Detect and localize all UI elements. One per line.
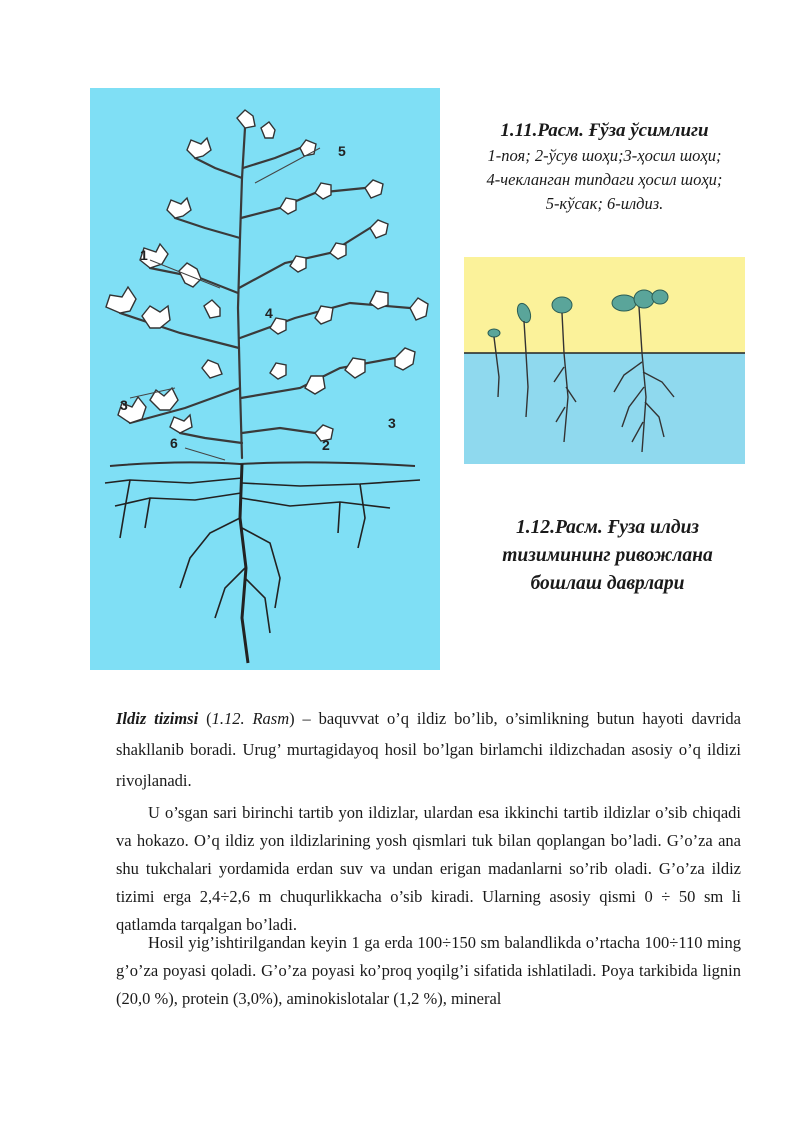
seedling-stages-figure — [464, 257, 745, 464]
label-4: 4 — [265, 305, 273, 321]
seedling-leaf — [634, 290, 654, 308]
seedling-leaf — [652, 290, 668, 304]
caption-line: 1.12.Расм. Ғуза илдиз — [515, 517, 700, 538]
seedling-leaf — [612, 295, 636, 311]
caption-line: тизимининг ривожлана — [502, 545, 713, 566]
paragraph-1 — [116, 703, 741, 796]
seedling-stages-illustration — [464, 257, 745, 464]
label-6: 6 — [170, 435, 178, 451]
paren: ( — [198, 709, 212, 728]
caption-line: бошлаш даврлари — [530, 573, 685, 594]
branch — [242, 428, 315, 433]
caption-line: 5-кўсак; 6-илдиз. — [545, 194, 664, 213]
figure-1-12-caption — [470, 514, 745, 598]
seedling-leaf — [552, 297, 572, 313]
label-5: 5 — [338, 143, 346, 159]
cotton-plant-figure — [90, 88, 440, 670]
branch — [130, 388, 240, 423]
branch — [241, 188, 365, 218]
term: Ildiz tizimsi — [116, 709, 199, 728]
paragraph-2: U o’sgan sari birinchi tartib yon ildizlar, ulardan esa ikkinchi tartib ildizlar o’sib chiqadi va hokazo. O’q ildiz yon ildizlarining yosh qismlari tuk bilan qoplangan bo’ladi. G’o’za ana shu tukchalari yordamida erdan suv va undan erigan madanlarni so’rib oladi. G’o’za ildiz tizimi erga 2,4÷2,6 m chuqurlikkacha o’sib kiradi. Ularning asosiy qismi 0 ÷ 50 sm li qatlamda tarqalgan bo’ladi. — [116, 803, 741, 934]
label-2: 2 — [322, 437, 330, 453]
caption-title: 1.11.Расм. Ғўза ўсимлиги — [500, 120, 709, 141]
figure-1-11-caption — [452, 118, 757, 216]
branch — [195, 158, 242, 178]
sky-area — [464, 257, 745, 353]
caption-line: 1-поя; 2-ўсув шоҳи;3-ҳосил шоҳи; — [487, 146, 722, 165]
branch — [180, 433, 242, 443]
branch — [120, 313, 239, 348]
branch — [243, 148, 300, 168]
branch — [175, 218, 240, 238]
label-3-right: 3 — [388, 415, 396, 431]
label-1: 1 — [140, 247, 148, 263]
paragraph-3: Hosil yig’ishtirilgandan keyin 1 ga erda 100÷150 sm balandlikda o’rtacha 100÷110 ming g’o’za poyasi qoladi. G’o’za poyasi ko’proq yoqilg’i sifatida ishlatiladi. Poya tarkibida lignin (20,0 %), protein (3,0%), aminokislotalar (1,2 %), mineral — [116, 933, 741, 1008]
seed — [488, 329, 500, 337]
soil-area — [464, 353, 745, 464]
caption-line: 4-чекланган типдаги ҳосил шоҳи; — [486, 170, 723, 189]
figure-reference: 1.12. Rasm — [211, 709, 290, 728]
cotton-plant-illustration — [90, 88, 440, 670]
paragraph-1-rest: ) – baquvvat o’q ildiz bo’lib, o’simlikning butun hayoti davrida shakllanib boradi. Urug’ murtagidayoq hosil bo’lgan birlamchi ildizchadan asosiy o’q ildizi rivojlanadi. — [116, 709, 741, 790]
label-3-left: 3 — [120, 397, 128, 413]
